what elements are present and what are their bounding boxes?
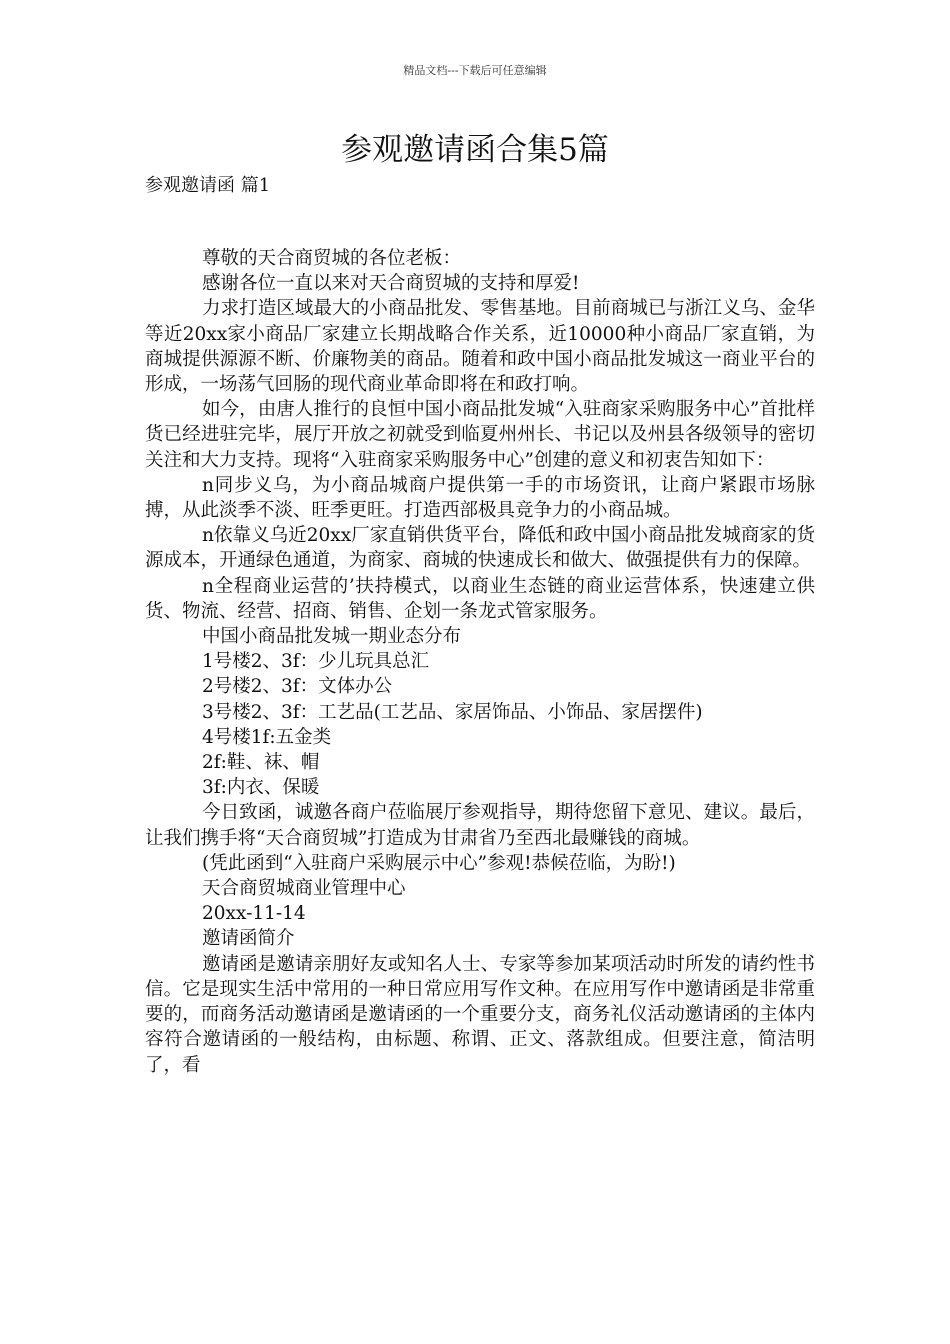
section-heading: 参观邀请函 篇1 (145, 175, 271, 196)
body-paragraph: (凭此函到“入驻商户采购展示中心”参观!恭候莅临，为盼!) (202, 852, 676, 874)
list-item: 3号楼2、3f：工艺品(工艺品、家居饰品、小饰品、家居摆件) (202, 701, 703, 723)
body-paragraph: 力求打造区域最大的小商品批发、零售基地。目前商城已与浙江义乌、金华等近20xx家小商品厂家建立长期战略合作关系，近10000种小商品厂家直销，为商城提供源源不断、价廉物美的商品。随着和政中国小商品批发城这一商业平台的形成，一场荡气回肠的现代商业革命即将在和政打响。 (145, 298, 815, 396)
list-item: 2f:鞋、袜、帽 (202, 752, 320, 774)
body-paragraph: 今日致函，诚邀各商户莅临展厅参观指导，期待您留下意见、建议。最后，让我们携手将“天合商贸城”打造成为甘肃省乃至西北最赚钱的商城。 (145, 802, 815, 849)
body-paragraph: 如今，由唐人推行的良恒中国小商品批发城“入驻商家采购服务中心”首批样货已经进驻完毕，展厅开放之初就受到临夏州州长、书记以及州县各级领导的密切关注和大力支持。现将“入驻商家采购服务中心”创建的意义和初衷告知如下： (145, 399, 815, 471)
body-paragraph: 感谢各位一直以来对天合商贸城的支持和厚爱! (202, 273, 580, 295)
subheading: 邀请函简介 (202, 928, 295, 950)
body-paragraph: n全程商业运营的’扶持模式，以商业生态链的商业运营体系，快速建立供货、物流、经营、招商、销售、企划一条龙式管家服务。 (145, 575, 815, 622)
list-item: 2号楼2、3f：文体办公 (202, 676, 393, 698)
body-paragraph: n依靠义乌近20xx厂家直销供货平台，降低和政中国小商品批发城商家的货源成本，开通绿色通道，为商家、商城的快速成长和做大、做强提供有力的保障。 (145, 525, 815, 572)
document-title: 参观邀请函合集5篇 (341, 132, 609, 168)
signature-date: 20xx-11-14 (202, 903, 306, 925)
body-paragraph: 中国小商品批发城一期业态分布 (202, 626, 462, 648)
body-paragraph: 邀请函是邀请亲朋好友或知名人士、专家等参加某项活动时所发的请约性书信。它是现实生活中常用的一种日常应用写作文种。在应用写作中邀请函是非常重要的，而商务活动邀请函是邀请函的一个重要分支，商务礼仪活动邀请函的主体内容符合邀请函的一般结构，由标题、称谓、正文、落款组成。但要注意，简洁明了，看 (145, 953, 815, 1076)
document-body (145, 246, 815, 1078)
signature-org: 天合商贸城商业管理中心 (202, 878, 406, 900)
page-header-note: 精品文档---下载后可任意编辑 (403, 64, 547, 77)
salutation: 尊敬的天合商贸城的各位老板： (202, 248, 462, 269)
body-paragraph: n同步义乌，为小商品城商户提供第一手的市场资讯，让商户紧跟市场脉搏，从此淡季不淡、旺季更旺。打造西部极具竞争力的小商品城。 (145, 474, 815, 522)
list-item: 3f:内衣、保暖 (202, 777, 320, 799)
list-item: 4号楼1f:五金类 (202, 726, 332, 748)
list-item: 1号楼2、3f：少儿玩具总汇 (202, 651, 430, 673)
